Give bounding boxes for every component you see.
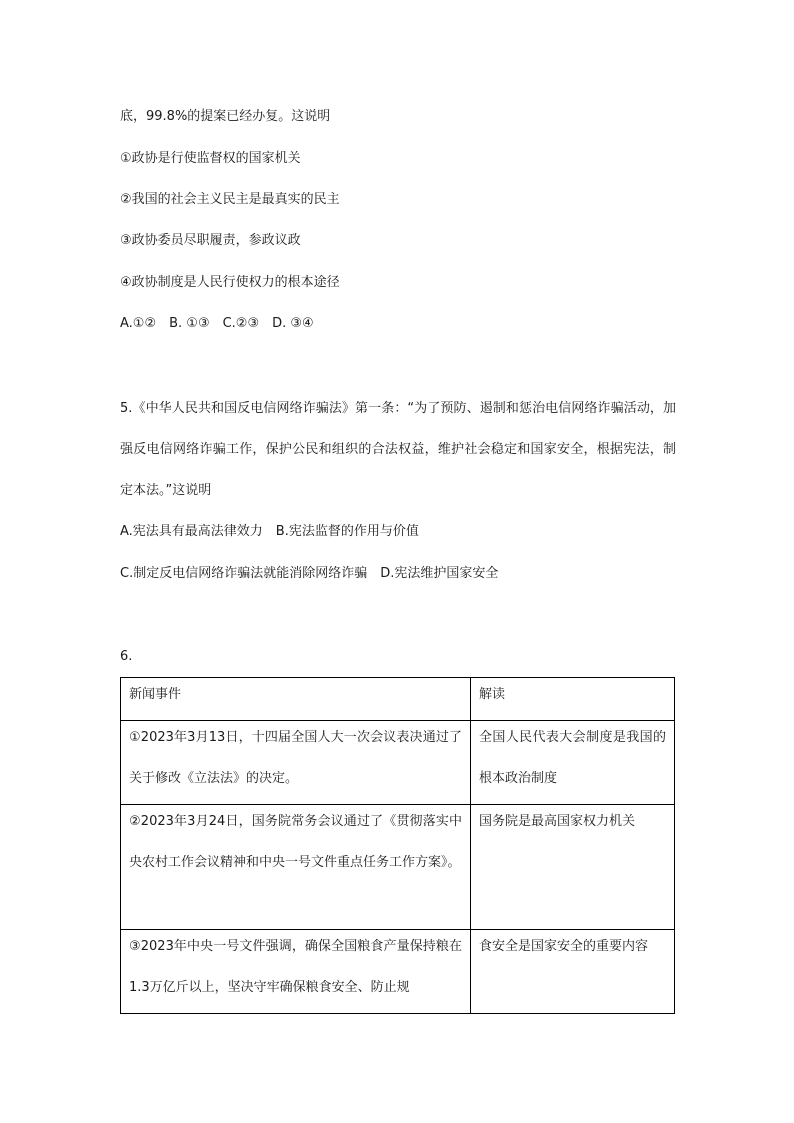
interpretation-cell: 国务院是最高国家权力机关: [471, 805, 675, 930]
header-interpretation: 解读: [471, 678, 675, 721]
q4-option-2: ②我国的社会主义民主是最真实的民主: [120, 192, 340, 207]
event-cell: ①2023年3月13日，十四届全国人大一次会议表决通过了关于修改《立法法》的决定。: [121, 721, 471, 805]
table-header-row: [121, 678, 675, 721]
header-news-event: 新闻事件: [121, 678, 471, 721]
event-cell: ②2023年3月24日，国务院常务会议通过了《贯彻落实中央农村工作会议精神和中央一号文件重点任务工作方案》。: [121, 805, 471, 930]
q5-choices-line-2: C.制定反电信网络诈骗法就能消除网络诈骗 D.宪法维护国家安全: [120, 566, 499, 581]
q4-option-1: ①政协是行使监督权的国家机关: [120, 151, 301, 166]
q4-stem-tail: 底，99.8%的提案已经办复。这说明: [120, 109, 331, 124]
news-table: [120, 677, 675, 1014]
interpretation-cell: 食安全是国家安全的重要内容: [471, 930, 675, 1014]
q5-choices-line-1: A.宪法具有最高法律效力 B.宪法监督的作用与价值: [120, 524, 419, 539]
q4-option-3: ③政协委员尽职履责，参政议政: [120, 233, 301, 248]
interpretation-cell: 全国人民代表大会制度是我国的根本政治制度: [471, 721, 675, 805]
q4-option-4: ④政协制度是人民行使权力的根本途径: [120, 275, 340, 290]
table-row: [121, 930, 675, 1014]
event-cell: ③2023年中央一号文件强调，确保全国粮食产量保持粮在1.3万亿斤以上，坚决守牢确保粮食安全、防止规: [121, 930, 471, 1014]
q5-stem: 5.《中华人民共和国反电信网络诈骗法》第一条：“为了预防、遏制和惩治电信网络诈骗活动，加强反电信网络诈骗工作，保护公民和组织的合法权益，维护社会稳定和国家安全，根据宪法，制定本法。”这说明: [120, 401, 676, 498]
q6-number: 6.: [120, 649, 133, 664]
table-row: [121, 805, 675, 930]
table-row: [121, 721, 675, 805]
q4-answer-choices: A.①② B. ①③ C.②③ D. ③④: [120, 316, 314, 331]
